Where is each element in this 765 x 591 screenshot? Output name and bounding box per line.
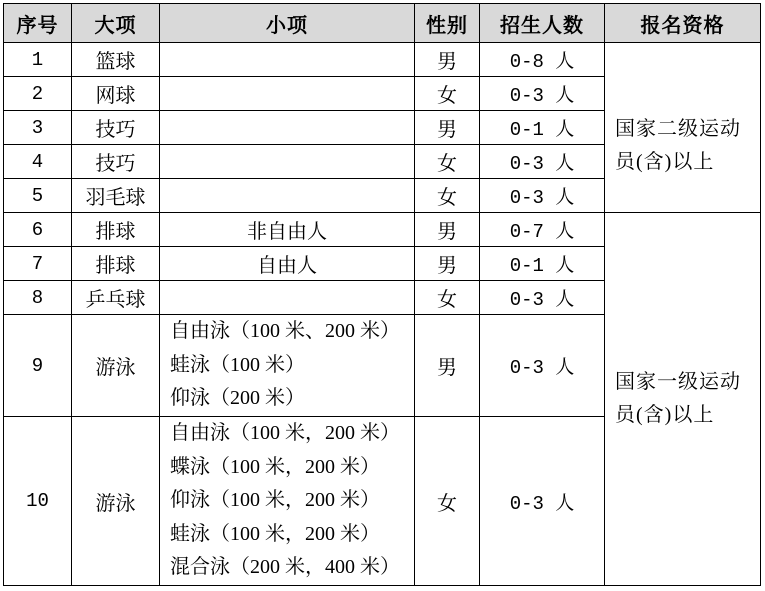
sub-event-cell (160, 417, 415, 586)
sub-event-item: 混合泳（200 米，400 米） (170, 556, 400, 579)
gender-cell: 女 (415, 281, 480, 315)
row-number: 1 (4, 43, 72, 77)
gender-cell: 男 (415, 247, 480, 281)
event-cell: 排球 (72, 213, 160, 247)
quota-cell: 0-8 人 (480, 43, 605, 77)
row-number: 7 (4, 247, 72, 281)
sub-event-cell: 自由人 (160, 247, 415, 281)
event-cell: 技巧 (72, 145, 160, 179)
sub-event-item: 仰泳（100 米，200 米） (170, 489, 380, 512)
header-number: 序号 (4, 4, 72, 43)
sub-event-item: 蛙泳（100 米，200 米） (170, 522, 380, 545)
table-row (4, 43, 761, 77)
table-body (4, 43, 761, 586)
event-cell: 游泳 (72, 315, 160, 417)
quota-cell: 0-3 人 (480, 179, 605, 213)
gender-cell: 男 (415, 315, 480, 417)
sub-event-item: 蝶泳（100 米，200 米） (170, 455, 380, 478)
table-row (4, 213, 761, 247)
sub-event-item: 蛙泳（100 米） (170, 353, 305, 376)
header-sub-event: 小项 (160, 4, 415, 43)
event-cell: 排球 (72, 247, 160, 281)
gender-cell: 女 (415, 77, 480, 111)
row-number: 4 (4, 145, 72, 179)
header-qualification: 报名资格 (605, 4, 761, 43)
header-quota: 招生人数 (480, 4, 605, 43)
header-row (4, 4, 761, 43)
sub-event-item: 仰泳（200 米） (170, 387, 305, 410)
quota-cell: 0-3 人 (480, 315, 605, 417)
quota-cell: 0-3 人 (480, 145, 605, 179)
quota-cell: 0-7 人 (480, 213, 605, 247)
qualification-cell: 国家一级运动员(含)以上 (605, 213, 761, 586)
row-number: 9 (4, 315, 72, 417)
gender-cell: 男 (415, 213, 480, 247)
gender-cell: 女 (415, 417, 480, 586)
header-event: 大项 (72, 4, 160, 43)
qualification-cell: 国家二级运动员(含)以上 (605, 43, 761, 213)
row-number: 2 (4, 77, 72, 111)
sub-event-cell (160, 179, 415, 213)
event-cell: 网球 (72, 77, 160, 111)
enrollment-table (3, 3, 761, 586)
event-cell: 乒乓球 (72, 281, 160, 315)
sub-event-cell (160, 43, 415, 77)
sub-event-cell (160, 281, 415, 315)
event-cell: 技巧 (72, 111, 160, 145)
row-number: 5 (4, 179, 72, 213)
quota-cell: 0-3 人 (480, 77, 605, 111)
gender-cell: 女 (415, 145, 480, 179)
event-cell: 游泳 (72, 417, 160, 586)
quota-cell: 0-1 人 (480, 111, 605, 145)
quota-cell: 0-1 人 (480, 247, 605, 281)
row-number: 6 (4, 213, 72, 247)
sub-event-cell (160, 315, 415, 417)
gender-cell: 男 (415, 43, 480, 77)
sub-event-item: 自由泳（100 米、200 米） (170, 320, 400, 343)
row-number: 8 (4, 281, 72, 315)
gender-cell: 女 (415, 179, 480, 213)
sub-event-cell (160, 111, 415, 145)
sub-event-cell (160, 145, 415, 179)
row-number: 3 (4, 111, 72, 145)
quota-cell: 0-3 人 (480, 281, 605, 315)
sub-event-cell: 非自由人 (160, 213, 415, 247)
sub-event-cell (160, 77, 415, 111)
table-header (4, 4, 761, 43)
event-cell: 羽毛球 (72, 179, 160, 213)
quota-cell: 0-3 人 (480, 417, 605, 586)
event-cell: 篮球 (72, 43, 160, 77)
row-number: 10 (4, 417, 72, 586)
gender-cell: 男 (415, 111, 480, 145)
header-gender: 性别 (415, 4, 480, 43)
sub-event-item: 自由泳（100 米，200 米） (170, 422, 400, 445)
